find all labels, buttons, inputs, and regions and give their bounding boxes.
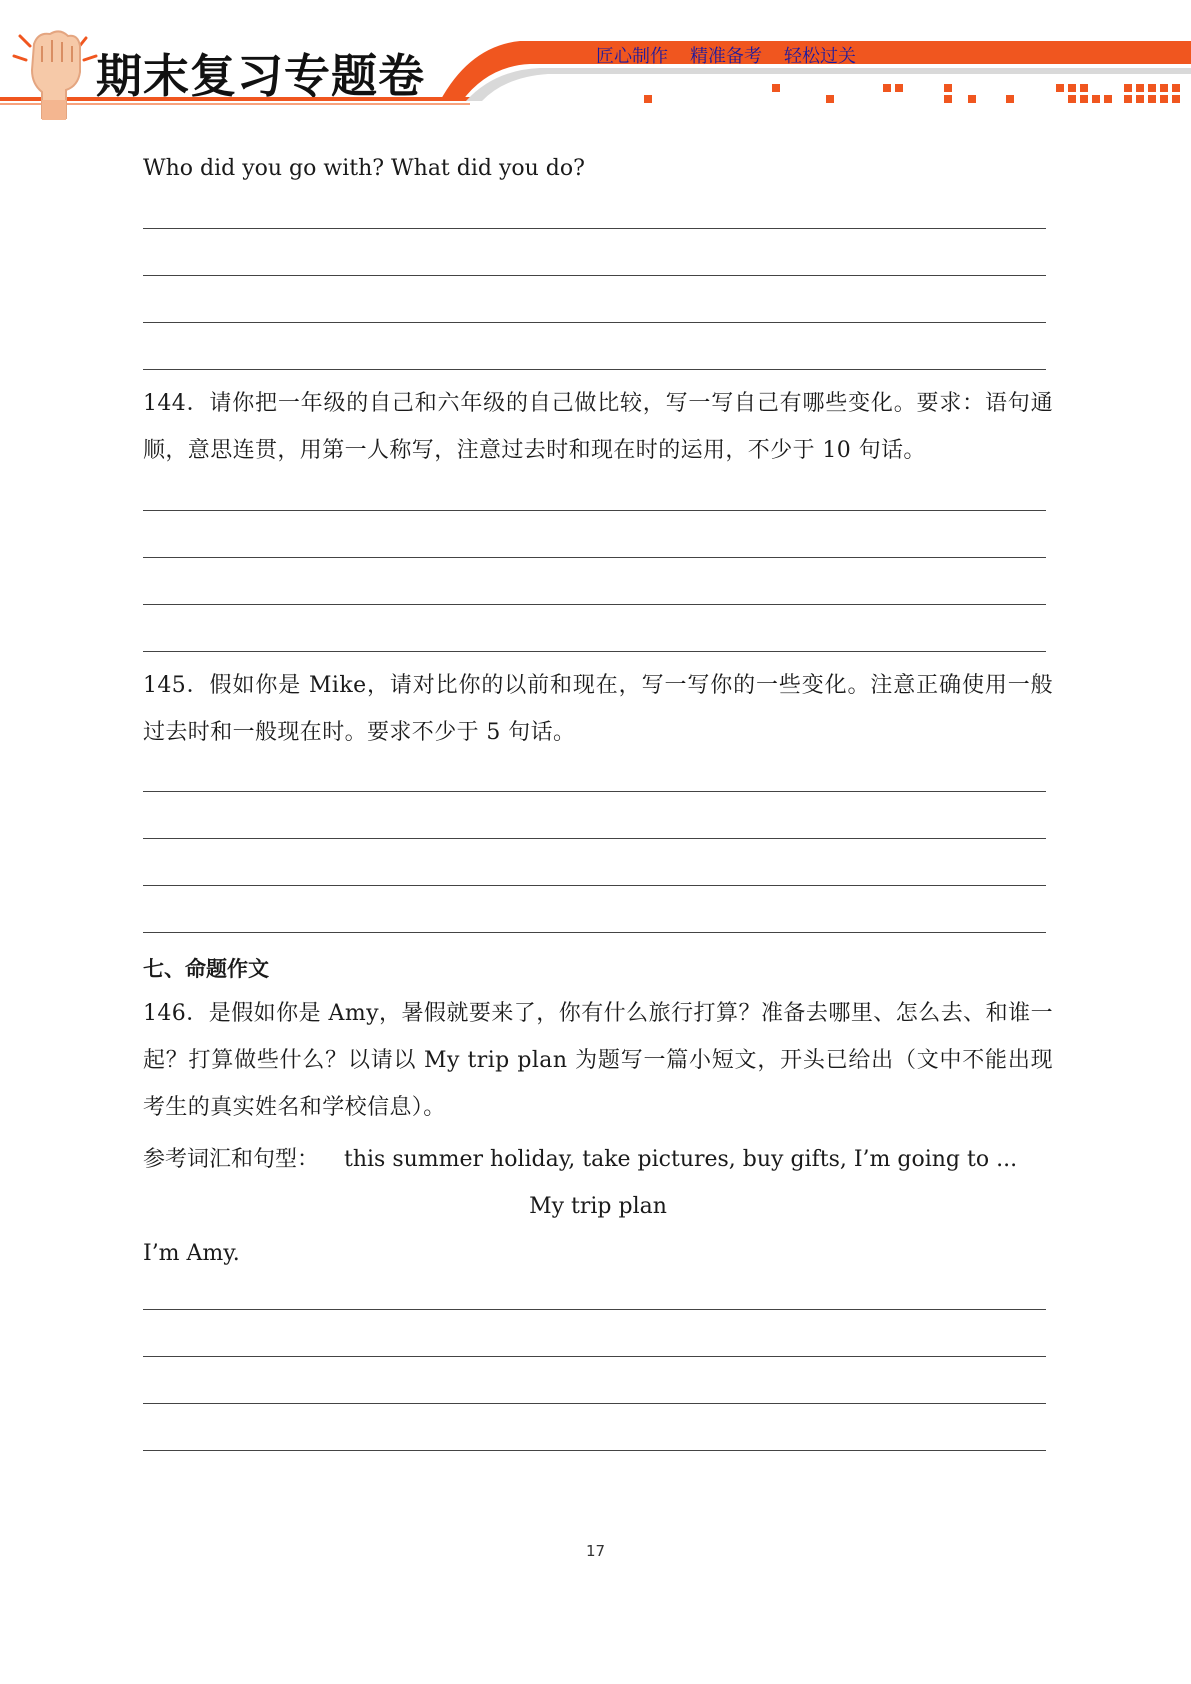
answer-line — [143, 228, 1046, 229]
answer-line — [143, 1450, 1046, 1451]
answer-line — [143, 838, 1046, 839]
answer-line — [143, 885, 1046, 886]
question-146: 146．是假如你是 Amy，暑假就要来了，你有什么旅行打算？准备去哪里、怎么去、和谁一起？打算做些什么？以请以 My trip plan 为题写一篇小短文，开头已给出（文中不能出现考生的真实姓名和学校信息）。 — [143, 1001, 1053, 1120]
prompt-line: Who did you go with? What did you do? — [143, 156, 585, 181]
raised-fist-icon — [8, 22, 100, 120]
page-number: 17 — [585, 1542, 606, 1560]
question-144: 144．请你把一年级的自己和六年级的自己做比较，写一写自己有哪些变化。要求：语句通顺，意思连贯，用第一人称写，注意过去时和现在时的运用，不少于 10 句话。 — [143, 391, 1053, 463]
answer-line — [143, 791, 1046, 792]
slogan-item: 轻松过关 — [784, 46, 856, 67]
reference-vocabulary — [143, 1146, 1017, 1174]
header-title: 期末复习专题卷 — [96, 49, 425, 103]
answer-line — [143, 932, 1046, 933]
header-slogans — [596, 42, 856, 68]
answer-line — [143, 1356, 1046, 1357]
essay-opening: I’m Amy. — [143, 1241, 240, 1266]
answer-line — [143, 510, 1046, 511]
answer-line — [143, 1403, 1046, 1404]
reference-text: this summer holiday, take pictures, buy gifts, I’m going to ... — [344, 1147, 1018, 1172]
essay-title: My trip plan — [529, 1194, 667, 1219]
answer-line — [143, 369, 1046, 370]
section-heading: 七、命题作文 — [143, 957, 269, 981]
answer-line — [143, 557, 1046, 558]
answer-line — [143, 604, 1046, 605]
slogan-item: 匠心制作 — [596, 46, 668, 67]
question-145: 145．假如你是 Mike，请对比你的以前和现在，写一写你的一些变化。注意正确使用一般过去时和一般现在时。要求不少于 5 句话。 — [143, 673, 1053, 745]
header-dot-pattern — [644, 84, 1180, 103]
answer-line — [143, 1309, 1046, 1310]
answer-line — [143, 322, 1046, 323]
answer-line — [143, 275, 1046, 276]
slogan-item: 精准备考 — [690, 46, 762, 67]
page-header — [0, 0, 1191, 120]
reference-label: 参考词汇和句型： — [143, 1147, 320, 1172]
answer-line — [143, 651, 1046, 652]
